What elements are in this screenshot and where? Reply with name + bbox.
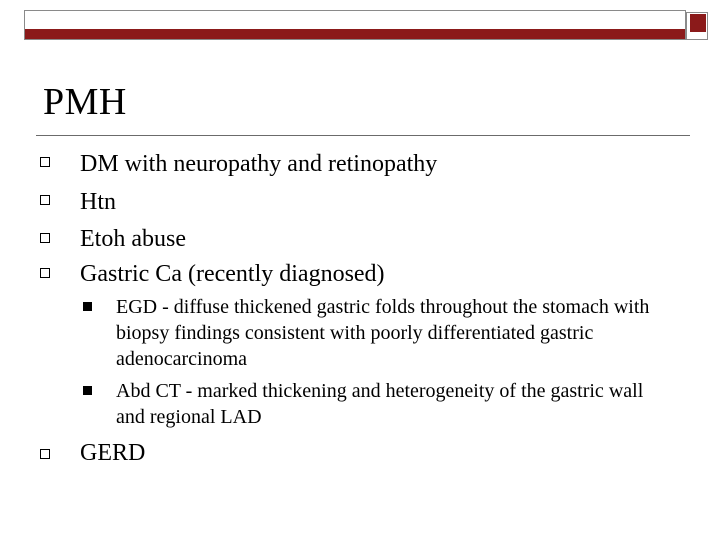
- sub-bullet-item: Abd CT - marked thickening and heterogeneity of the gastric wall and regional LAD: [116, 380, 644, 428]
- filled-square-bullet-icon: [83, 386, 92, 395]
- bullet-item: Htn: [80, 189, 116, 215]
- bullet-item: GERD: [80, 440, 146, 466]
- sub-bullet-item: EGD - diffuse thickened gastric folds throughout the stomach with biopsy findings consistent with poorly differentiated gastric adenocarcinoma: [116, 296, 650, 370]
- hollow-square-bullet-icon: [40, 157, 50, 167]
- bullet-item: Gastric Ca (recently diagnosed): [80, 261, 385, 287]
- bullet-item: DM with neuropathy and retinopathy: [80, 151, 438, 177]
- hollow-square-bullet-icon: [40, 268, 50, 278]
- hollow-square-bullet-icon: [40, 233, 50, 243]
- bullet-item: Etoh abuse: [80, 226, 186, 252]
- hollow-square-bullet-icon: [40, 195, 50, 205]
- filled-square-bullet-icon: [83, 302, 92, 311]
- hollow-square-bullet-icon: [40, 449, 50, 459]
- slide-title: PMH: [43, 81, 127, 123]
